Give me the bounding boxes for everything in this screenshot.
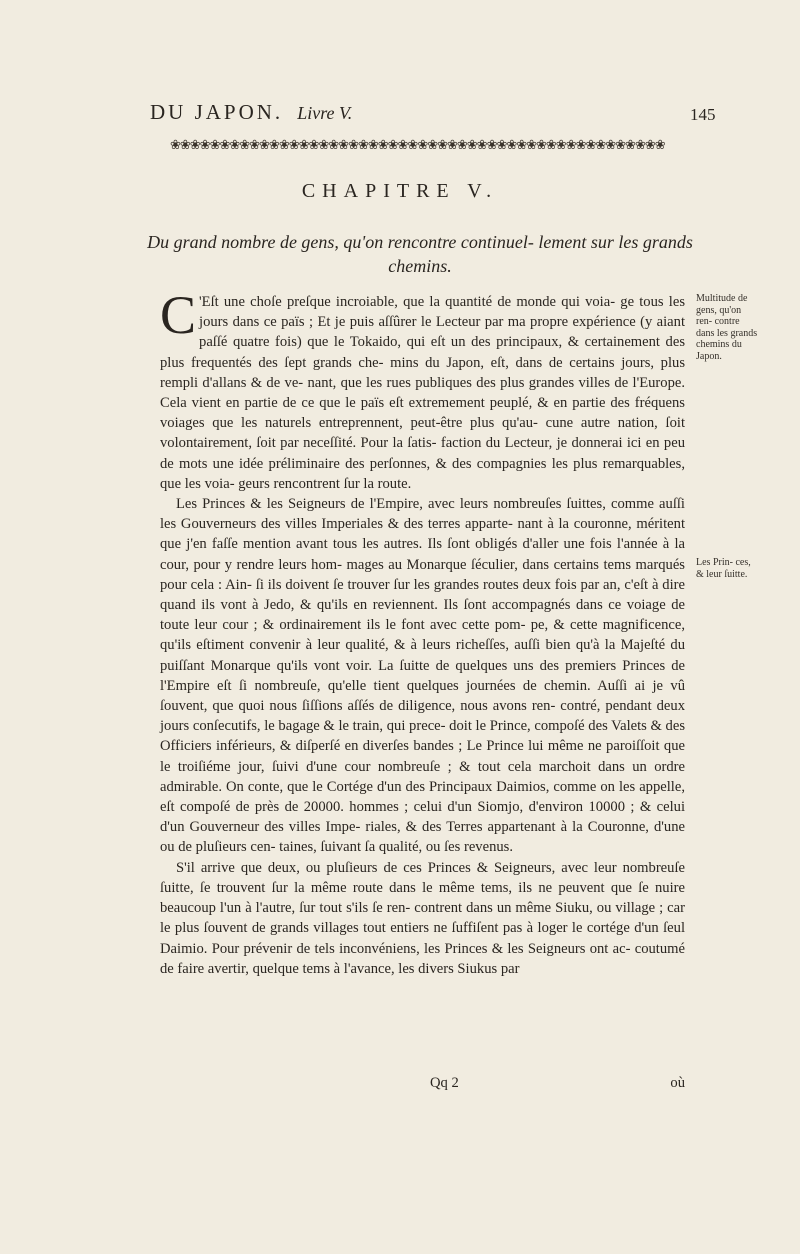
margin-note-multitude: Multitude de gens, qu'on ren- contre dans les grands chemins du Japon. bbox=[696, 293, 758, 362]
paragraph-1-text: 'Eſt une choſe preſque incroiable, que la quantité de monde qui voia- ge tous les jours dans ce païs ; Et je puis aſſûrer le Lecteur par ma propre expérience (y aiant paſſé quatre fois) que le Tokaido, qui eſt un des principaux, & certainement des plus frequentés des ſept grands che- mins du Japon, eſt, dans de certains jours, plus rempli d'allans & de ve- nant, que les rues publiques des plus grandes villes de l'Europe. Cela vient en partie de ce que le païs eſt extremement peuplé, & en partie des fréquens voiages que les naturels entreprennent, peut-être plus qu'au- cune autre nation, ſoit volontairement, ſoit par neceſſité. Pour la ſatis- faction du Lecteur, je donnerai ici en peu de mots une idée préliminaire des perſonnes, & des compagnies les plus remarquables, que les voia- geurs rencontrent ſur la route. bbox=[160, 294, 685, 492]
chapter-title: CHAPITRE V. bbox=[301, 180, 499, 202]
catchword: où bbox=[670, 1075, 685, 1091]
running-head-title: DU JAPON. bbox=[150, 100, 284, 124]
drop-cap: C bbox=[160, 285, 197, 345]
page-number: 145 bbox=[690, 105, 716, 124]
running-head-book: Livre V. bbox=[297, 103, 353, 123]
paragraph-2: Les Princes & les Seigneurs de l'Empire, avec leurs nombreuſes ſuittes, comme auſſi les Gouverneurs des villes Imperiales & des terres apparte- nant à la couronne, méritent que j'en faſſe mention avant tous les autres. Ils ſont obligés d'aller une fois l'année à la cour, pour y rendre leurs hom- mages au Monarque ſéculier, dans certains tems marqués pour cela : Ain- ſi ils doivent ſe trouver ſur les grandes routes deux fois par an, c'eſt à dire quand ils vont à Jedo, & qu'ils en reviennent. Ils ſont accompagnés dans ce voiage de toute leur cour ; & ordinairement ils le font avec cette pom- pe, & cette magnificence, qu'ils eſtiment convenir à leur qualité, & à leurs richeſſes, auſſi bien qu'à la Majeſté du puiſſant Monarque qu'ils vont voir. La ſuitte de quelques uns des premiers Princes de l'Empire eſt ſi nombreuſe, qu'elle tient quelques journées de chemin. Auſſi ai je vû ſouvent, que quoi nous ſiſſions aſſés de diligence, nous avons ren- contré, pendant deux jours conſecutifs, le bagage & le train, qui prece- doit le Prince, compoſé des Valets & des Officiers inférieurs, & diſperſé en diverſes bandes ; Le Prince lui même ne paroiſſoit que le troiſiéme jour, ſuivi d'une cour nombreuſe ; & tout cela marchoit dans un ordre admirable. On conte, que le Cortége d'un des Principaux Daimios, comme on les appelle, eſt compoſé de près de 20000. hommes ; celui d'un Siomjo, d'environ 10000 ; & celui d'un Gouverneur des villes Impe- riales, & des Terres appartenant à la Couronne, d'une ou de pluſieurs cen- taines, ſuivant ſa qualité, ou ſes revenus. bbox=[160, 496, 685, 856]
running-head bbox=[150, 100, 670, 125]
chapter-subtitle: Du grand nombre de gens, qu'on rencontre continuel- lement sur les grands chemins. bbox=[147, 232, 693, 276]
ornament-band: ❀❀❀❀❀❀❀❀❀❀❀❀❀❀❀❀❀❀❀❀❀❀❀❀❀❀❀❀❀❀❀❀❀❀❀❀❀❀❀❀❀❀❀❀❀❀❀❀❀❀ bbox=[170, 137, 665, 152]
margin-note-princes: Les Prin- ces, & leur ſuitte. bbox=[696, 557, 751, 580]
paragraph-3: S'il arrive que deux, ou pluſieurs de ces Princes & Seigneurs, avec leur nombreuſe ſuitte, ſe trouvent ſur la même route dans le même tems, ils ne peuvent que ſe nuire beaucoup l'un à l'autre, ſur tout s'ils ſe ren- contrent dans un même Siuku, ou village ; car le plus ſouvent de grands villages tout entiers ne ſuffiſent pas à loger le cortége d'un ſeul Daimio. Pour prévenir de tels inconvéniens, les Princes & les Seigneurs ont ac- coutumé de faire avertir, quelque tems à l'avance, les divers Siukus par bbox=[160, 859, 685, 977]
signature-mark: Qq 2 bbox=[430, 1075, 459, 1091]
paragraph-1 bbox=[160, 285, 685, 494]
body-text bbox=[160, 285, 685, 979]
